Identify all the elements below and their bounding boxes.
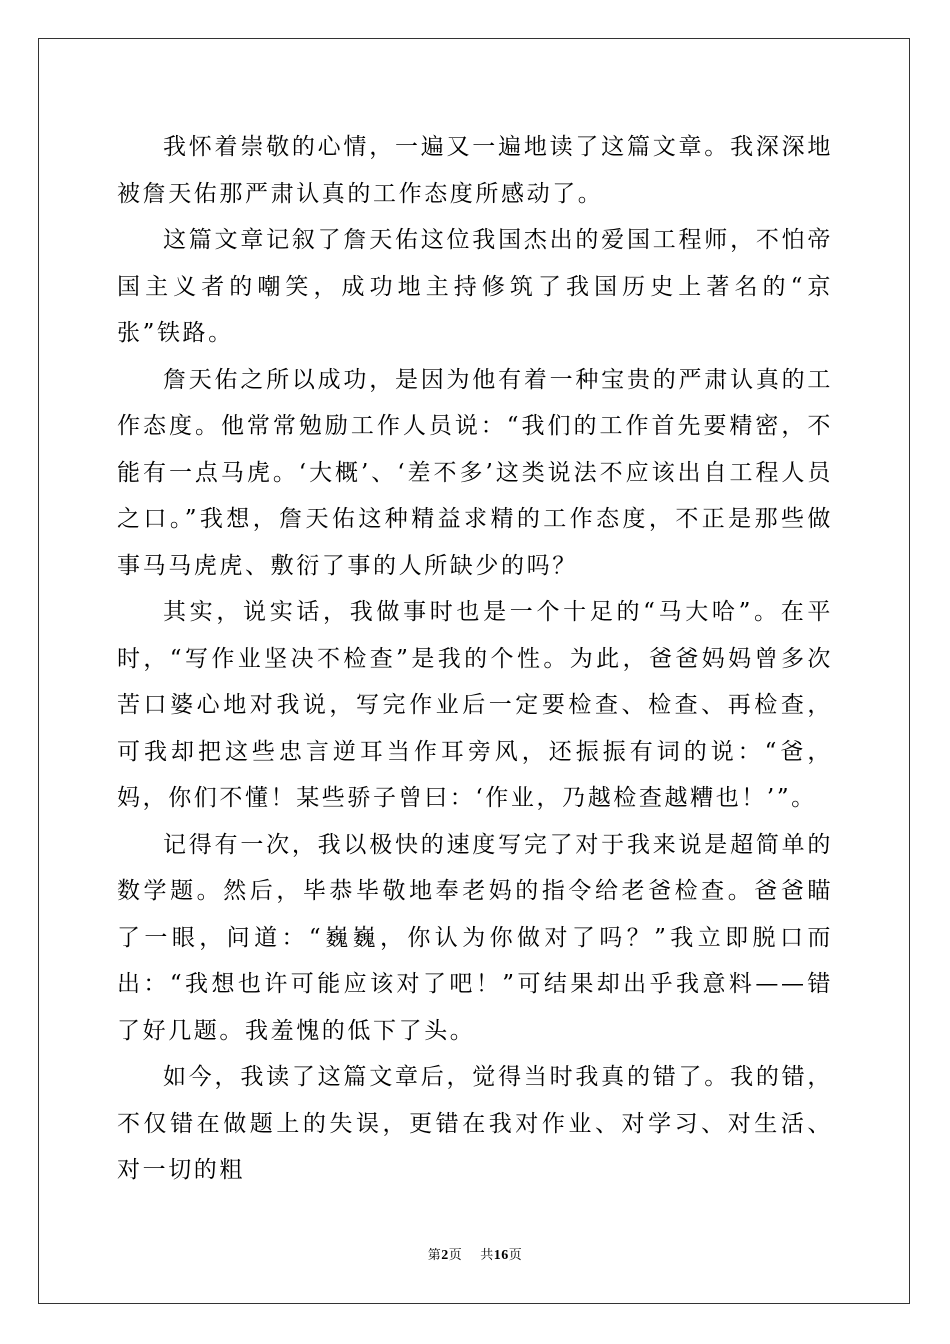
page-prefix: 第 [427, 1248, 442, 1263]
paragraph-4: 其实，说实话，我做事时也是一个十足的“马大哈”。在平时，“写作业坚决不检查”是我的个性。为此，爸爸妈妈曾多次苦口婆心地对我说，写完作业后一定要检查、检查、再检查，可我却把这些忠言逆耳当作耳旁风，还振振有词的说：“爸，妈，你们不懂！某些骄子曾曰：‘作业，乃越检查越糟也！’”。 [117, 599, 833, 811]
paragraph-2: 这篇文章记叙了詹天佑这位我国杰出的爱国工程师，不怕帝国主义者的嘲笑，成功地主持修筑了我国历史上著名的“京张”铁路。 [117, 227, 833, 346]
total-count: 16 [493, 1248, 509, 1263]
total-suffix: 页 [508, 1248, 523, 1263]
paragraph-1: 我怀着崇敬的心情，一遍又一遍地读了这篇文章。我深深地被詹天佑那严肃认真的工作态度所感动了。 [117, 134, 833, 207]
page-suffix: 页 [448, 1248, 463, 1263]
total-prefix: 共 [480, 1248, 494, 1263]
total-pages [480, 1248, 522, 1263]
page-footer [0, 1248, 950, 1264]
paragraph-5: 记得有一次，我以极快的速度写完了对于我来说是超简单的数学题。然后，毕恭毕敬地奉老妈的指令给老爸检查。爸爸瞄了一眼，问道：“巍巍，你认为你做对了吗？”我立即脱口而出：“我想也许可能应该对了吧！”可结果却出乎我意料——错了好几题。我羞愧的低下了头。 [117, 831, 833, 1044]
page-number [428, 1248, 463, 1263]
document-body [117, 124, 833, 1194]
paragraph-6: 如今，我读了这篇文章后，觉得当时我真的错了。我的错，不仅错在做题上的失误，更错在我对作业、对学习、对生活、对一切的粗 [117, 1064, 833, 1183]
current-page: 2 [441, 1248, 449, 1263]
paragraph-3: 詹天佑之所以成功，是因为他有着一种宝贵的严肃认真的工作态度。他常常勉励工作人员说：“我们的工作首先要精密，不能有一点马虎。‘大概’、‘差不多’这类说法不应该出自工程人员之口。”我想，詹天佑这种精益求精的工作态度，不正是那些做事马马虎虎、敷衍了事的人所缺少的吗？ [117, 366, 833, 579]
